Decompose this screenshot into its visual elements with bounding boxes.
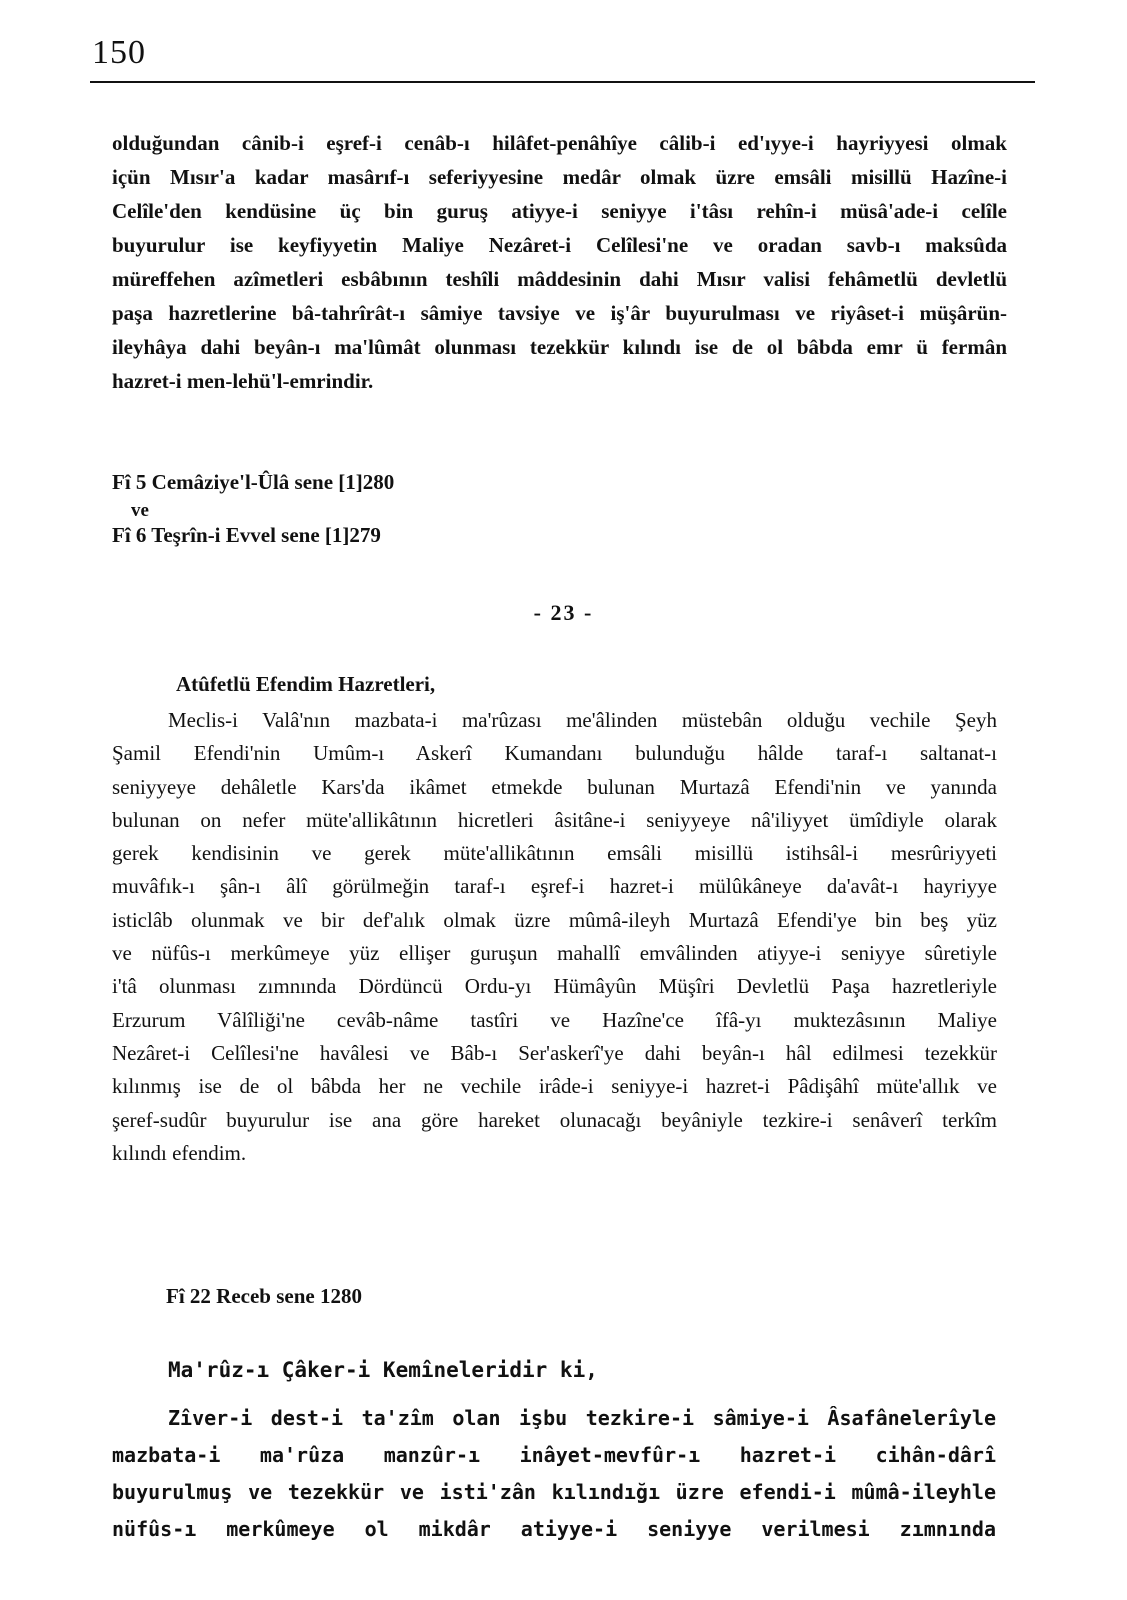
salutation: Atûfetlü Efendim Hazretleri, (176, 672, 436, 696)
paragraph-line: müreffehen azîmetleri esbâbının teshîli mâddesinin dahi Mısır valisi fehâmetlü devletlü (112, 267, 1007, 291)
paragraph-line: buyurulmuş ve tezekkür ve isti'zân kılındığı üzre efendi-i mûmâ-ileyhle (112, 1480, 996, 1504)
paragraph-2 (112, 704, 997, 1170)
paragraph-line: bulunan on nefer müte'allikâtının hicretleri âsitâne-i seniyyeye nâ'iliyyet ümîdiyle olarak (112, 807, 997, 832)
paragraph-line: Celîle'den kendüsine üç bin guruş atiyye-i seniyye i'tâsı rehîn-i müsâ'ade-i celîle (112, 199, 1007, 223)
paragraph-1 (112, 126, 1007, 398)
paragraph-line: nüfûs-ı merkûmeye ol mikdâr atiyye-i seniyye verilmesi zımnında (112, 1517, 996, 1541)
paragraph-line: ileyhâya dahi beyân-ı ma'lûmât olunması tezekkür kılındı ise de ol bâbda emr ü fermân (112, 335, 1007, 359)
date-line-3: Fî 22 Receb sene 1280 (166, 1284, 362, 1308)
paragraph-line: i'tâ olunması zımnında Dördüncü Ordu-yı Hümâyûn Müşîri Devletlü Paşa hazretleriyle (112, 974, 997, 999)
paragraph-line: ve nüfûs-ı merkûmeye yüz ellişer guruşun mahallî emvâlinden atiyye-i seniyye sûretiyle (112, 941, 997, 966)
header-rule (90, 81, 1035, 83)
paragraph-3 (112, 1400, 996, 1548)
paragraph-line: seniyyeye dehâletle Kars'da ikâmet etmekde bulunan Murtazâ Efendi'nin ve yanında (112, 774, 997, 799)
paragraph-line: Zîver-i dest-i ta'zîm olan işbu tezkire-i sâmiye-i Âsafânelerîyle (168, 1406, 996, 1430)
paragraph-line: buyurulur ise keyfiyyetin Maliye Nezâret-i Celîlesi'ne ve oradan savb-ı maksûda (112, 233, 1007, 257)
date-line-1: Fî 5 Cemâziye'l-Ûlâ sene [1]280 (112, 470, 395, 494)
paragraph-line: Şamil Efendi'nin Umûm-ı Askerî Kumandanı bulunduğu hâlde taraf-ı saltanat-ı (112, 741, 997, 766)
section-heading: Ma'rûz-ı Çâker-i Kemîneleridir ki, (168, 1358, 598, 1382)
paragraph-line: Nezâret-i Celîlesi'ne havâlesi ve Bâb-ı Ser'askerî'ye dahi beyân-ı hâl edilmesi tezekkür (112, 1040, 997, 1065)
paragraph-line: kılınmış ise de ol bâbda her ne vechile irâde-i seniyye-i hazret-i Pâdişâhî müte'allık ve (112, 1074, 997, 1099)
document-number: - 23 - (533, 600, 594, 625)
paragraph-line: hazret-i men-lehü'l-emrindir. (112, 369, 374, 393)
conjunction-ve: ve (131, 500, 149, 521)
paragraph-line: gerek kendisinin ve gerek müte'allikâtının emsâli misillü istihsâl-i mesrûriyyeti (112, 841, 997, 866)
paragraph-line: kılındı efendim. (112, 1140, 247, 1165)
paragraph-line: Erzurum Vâlîliği'ne cevâb-nâme tastîri ve Hazîne'ce îfâ-yı muktezâsının Maliye (112, 1007, 997, 1032)
date-line-2: Fî 6 Teşrîn-i Evvel sene [1]279 (112, 523, 381, 547)
paragraph-line: muvâfık-ı şân-ı âlî görülmeğin taraf-ı eşref-i hazret-i mülûkâneye da'avât-ı hayriyye (112, 874, 997, 899)
paragraph-line: olduğundan cânib-i eşref-i cenâb-ı hilâfet-penâhîye câlib-i ed'ıyye-i hayriyyesi olmak (112, 131, 1007, 155)
paragraph-line: Meclis-i Valâ'nın mazbata-i ma'rûzası me'âlinden müstebân olduğu vechile Şeyh (168, 708, 997, 732)
paragraph-line: paşa hazretlerine bâ-tahrîrât-ı sâmiye tavsiye ve iş'âr buyurulması ve riyâset-i müşârün- (112, 301, 1007, 325)
paragraph-line: içün Mısır'a kadar masârıf-ı seferiyyesine medâr olmak üzre emsâli misillü Hazîne-i (112, 165, 1007, 189)
paragraph-line: şeref-sudûr buyurulur ise ana göre hareket olunacağı beyâniyle tezkire-i senâverî terkîm (112, 1107, 997, 1132)
paragraph-line: mazbata-i ma'rûza manzûr-ı inâyet-mevfûr-ı hazret-i cihân-dârî (112, 1443, 996, 1467)
page-number: 150 (92, 34, 146, 71)
paragraph-line: isticlâb olunmak ve bir def'alık olmak üzre mûmâ-ileyh Murtazâ Efendi'ye bin beş yüz (112, 907, 997, 932)
